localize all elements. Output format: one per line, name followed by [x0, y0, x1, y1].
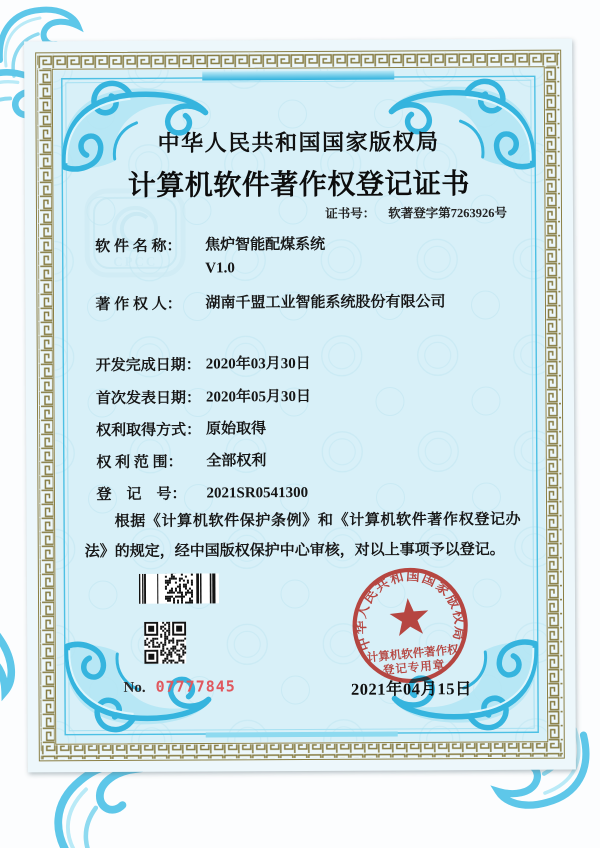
certificate-title: 计算机软件著作权登记证书: [127, 169, 470, 202]
field-label: 软 件 名 称：: [95, 238, 182, 256]
seal-line1: 计算机软件著作权: [366, 644, 460, 665]
field-dev-complete-date: [96, 353, 311, 377]
field-acquisition-method: [96, 418, 266, 442]
field-value: 湖南千盟工业智能系统股份有限公司: [205, 294, 446, 312]
seal-date: 2021年04月15日: [350, 679, 473, 699]
certificate-number-label: 证书号：: [325, 206, 376, 221]
serial-label: No.: [123, 679, 146, 696]
serial-number-line: [123, 677, 235, 697]
software-name: 焦炉智能配煤系统: [205, 236, 326, 254]
certificate-number-value: 软著登字第7263926号: [388, 205, 508, 221]
field-rights-scope: [96, 450, 266, 474]
field-value: 2020年05月30日: [205, 388, 312, 406]
certificate-paper: [24, 39, 576, 773]
field-label: 权 利 范 围：: [96, 454, 183, 472]
registration-statement: 根据《计算机软件保护条例》和《计算机软件著作权登记办法》的规定，经中国版权保护中心审核，对以上事项予以登记。: [84, 511, 521, 561]
field-value: 原始取得: [206, 421, 267, 438]
qr-code: [144, 622, 186, 664]
field-label: 著 作 权 人：: [95, 296, 182, 314]
field-software-name: [95, 234, 325, 282]
software-version: V1.0: [205, 260, 235, 277]
barcode: [139, 573, 219, 603]
field-value: 2021SR0541300: [206, 484, 309, 502]
field-value: 2020年03月30日: [205, 355, 311, 373]
field-first-publish-date: [96, 386, 311, 410]
svg-text:CPCC: CPCC: [113, 253, 158, 269]
star-icon: [388, 596, 430, 636]
field-value: [205, 234, 325, 281]
seal-ring-text: 中华人民共和国国家版权局: [352, 568, 468, 653]
field-copyright-owner: [95, 291, 445, 316]
seal-line2: 登记专用章: [382, 659, 446, 678]
field-value: 全部权利: [206, 453, 267, 470]
certificate-number-line: [325, 203, 507, 222]
official-seal-stamp: [345, 560, 476, 691]
field-registration-number: [96, 482, 308, 506]
serial-number: 07777845: [155, 677, 236, 696]
field-label: 首次发表日期：: [95, 390, 202, 408]
field-label: 权利取得方式：: [96, 422, 202, 440]
field-label: 开发完成日期：: [95, 357, 201, 375]
issuing-authority: 中华人民共和国国家版权局: [157, 129, 440, 156]
field-label: 登 记 号：: [96, 486, 187, 504]
